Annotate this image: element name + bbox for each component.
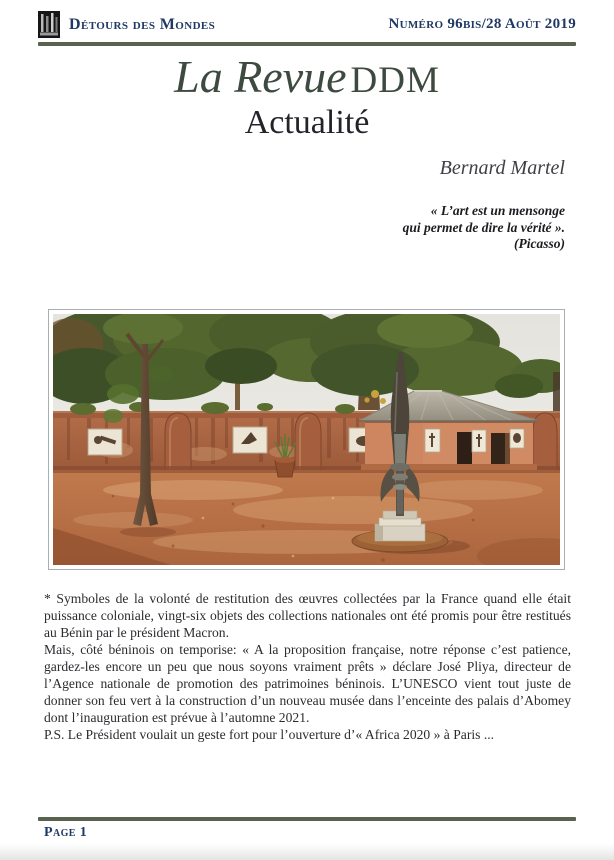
page-bottom-edge [0, 844, 614, 860]
article-body [44, 590, 571, 743]
page-number: Page 1 [44, 825, 88, 840]
epigraph-quote [403, 203, 565, 253]
issue-number: Numéro 96bis/28 Août 2019 [388, 16, 576, 32]
header-rule [38, 42, 576, 46]
epigraph-line1: « L’art est un mensonge [430, 203, 565, 218]
revue-title-italic: La Revue [174, 51, 347, 102]
section-title: Actualité [244, 104, 370, 141]
footer-rule [38, 817, 576, 821]
article-paragraph-1: * Symboles de la volonté de restitution des œuvres collectées par la France quand elle était puissance coloniale, vingt-six objets des collections nationales ont été promis pour être restitués au Bénin par le président Macron. [44, 591, 571, 640]
epigraph-line2: qui permet de dire la vérité ». [402, 219, 565, 235]
article-paragraph-3: P.S. Le Président voulait un geste fort pour l’ouverture d’« Africa 2020 » à Paris ... [44, 727, 495, 742]
masthead [0, 51, 614, 141]
abomey-palace-photo [48, 309, 565, 570]
brand-title: Détours des Mondes [69, 15, 216, 33]
photo-ground [53, 470, 560, 565]
revue-title [0, 51, 614, 102]
epigraph-attribution: (Picasso) [514, 236, 565, 251]
ddm-logo-image [38, 11, 60, 38]
revue-title-acronym: DDM [350, 60, 440, 101]
author-byline: Bernard Martel [439, 157, 565, 179]
photo-illustration [53, 314, 560, 565]
page-header [38, 11, 576, 38]
article-paragraph-2: Mais, côté béninois on temporise: « A la proposition française, notre réponse c’est patience, gardez-les encore un peu que nous soyons vraiment prêts » déclare José Pliya, directeur de l’Agence nationale de promotion des patrimoines béninois. L’UNESCO vient tout juste de donner son feu vert à la construction d’un nouveau musée dans l’enceinte des palais d’Abomey dont l’inauguration est prévue à l’automne 2021. [44, 642, 571, 725]
